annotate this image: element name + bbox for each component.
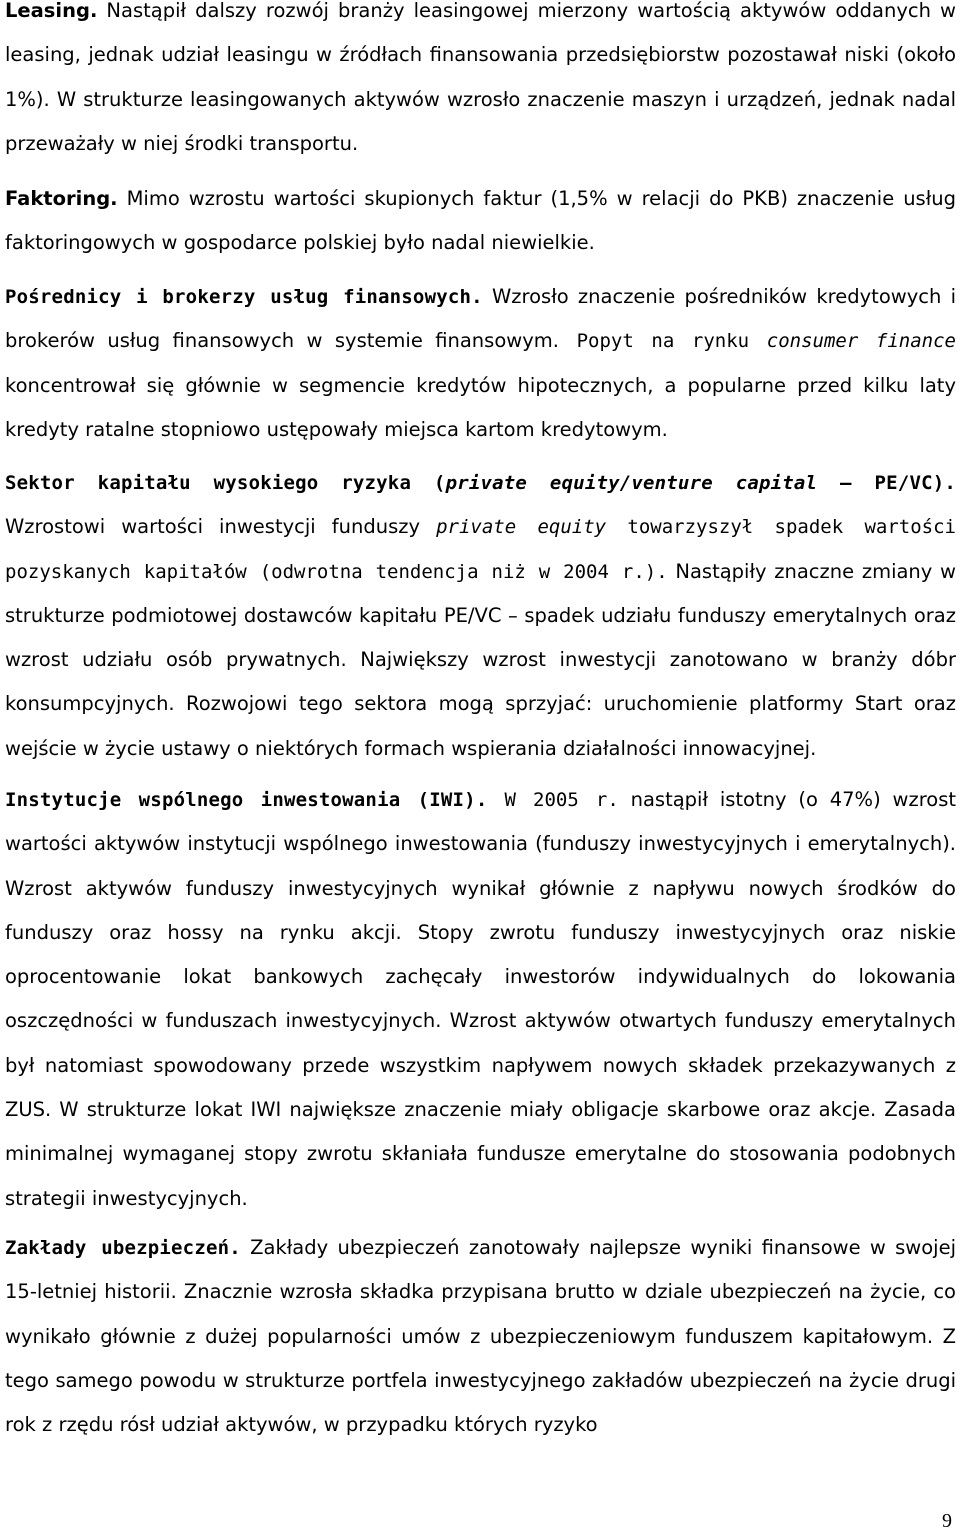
text-posrednicy-3: koncentrował się głównie w segmencie kredytów hipotecznych, a popularne przed kilku laty kredyty ratalne stopniowo ustępowały miejsca kartom kredytowym.: [5, 373, 956, 441]
text-posrednicy-2: Popyt na rynku: [558, 330, 767, 353]
paragraph-posrednicy: [5, 275, 956, 452]
text-sektor-3: Nastąpiły znaczne zmiany w strukturze podmiotowej dostawców kapitału PE/VC – spadek udziału funduszy emerytalnych oraz wzrost udziału osób prywatnych. Największy wzrost inwestycji zanotowano w branży dóbr konsumpcyjnych. Rozwojowi tego sektora mogą sprzyjać: uruchomienie platformy Start oraz wejście w życie ustawy o niektórych formach wspierania działalności innowacyjnej.: [5, 559, 956, 760]
text-posrednicy-1: Wzrosło znaczenie pośredników kredytowych i brokerów usług finansowych w systemie finansowym.: [5, 285, 956, 353]
text-leasing: Nastąpił dalszy rozwój branży leasingowej mierzony wartością aktywów oddanych w leasing, jednak udział leasingu w źródłach finansowania przedsiębiorstw pozostawał niski (około 1%). W strukturze leasingowanych aktywów wzrosło znaczenie maszyn i urządzeń, jednak nadal przeważały w niej środki transportu.: [5, 0, 956, 155]
heading-sektor-2: – PE/VC).: [817, 472, 957, 494]
text-sektor-2: towarzyszył spadek wartości pozyskanych kapitałów (odwrotna tendencja niż w 2004 r.).: [5, 516, 956, 583]
text-posrednicy-italic: consumer finance: [766, 330, 956, 353]
heading-leasing: Leasing.: [5, 0, 98, 22]
heading-iwi: Instytucje wspólnego inwestowania (IWI).: [5, 789, 488, 811]
heading-sektor-italic: private equity/venture capital: [445, 472, 818, 494]
heading-posrednicy: Pośrednicy i brokerzy usług finansowych.: [5, 286, 483, 308]
page-number: 9: [942, 1510, 952, 1532]
paragraph-faktoring: [5, 177, 956, 266]
text-sektor-1: Wzrostowi wartości inwestycji funduszy: [5, 515, 437, 539]
text-iwi-2: nastąpił istotny (o 47%) wzrost wartości aktywów instytucji wspólnego inwestowania (funduszy inwestycyjnych i emerytalnych). Wzrost aktywów funduszy inwestycyjnych wynikał głównie z napływu nowych środków do funduszy oraz hossy na rynku akcji. Stopy zwrotu funduszy inwestycyjnych oraz niskie oprocentowanie lokat bankowych zachęcały inwestorów indywidualnych do lokowania oszczędności w funduszach inwestycyjnych. Wzrost aktywów otwartych funduszy emerytalnych był natomiast spowodowany przede wszystkim napływem nowych składek przekazywanych z ZUS. W strukturze lokat IWI największe znaczenie miały obligacje skarbowe oraz akcje. Zasada minimalnej wymaganej stopy zwrotu skłaniała fundusze emerytalne do stosowania podobnych strategii inwestycyjnych.: [5, 788, 957, 1210]
text-iwi-1: W 2005 r.: [487, 789, 619, 811]
text-sektor-italic: private equity: [436, 516, 607, 539]
text-faktoring: Mimo wzrostu wartości skupionych faktur (1,5% w relacji do PKB) znaczenie usług faktoringowych w gospodarce polskiej było nadal niewielkie.: [5, 187, 956, 255]
heading-faktoring: Faktoring.: [5, 187, 118, 210]
paragraph-leasing: [5, 0, 956, 166]
text-zaklady: Zakłady ubezpieczeń zanotowały najlepsze wyniki finansowe w swojej 15-letniej historii. Znacznie wzrosła składka przypisana brutto w dziale ubezpieczeń na życie, co wynikało głównie z dużej popularności umów z ubezpieczeniowym funduszem kapitałowym. Z tego samego powodu w strukturze portfela inwestycyjnego zakładów ubezpieczeń na życie drugi rok z rzędu rósł udział aktywów, w przypadku których ryzyko: [5, 1236, 956, 1437]
paragraph-sektor: [5, 461, 956, 771]
paragraph-iwi: [5, 778, 956, 1221]
paragraph-zaklady: [5, 1226, 956, 1447]
heading-zaklady: Zakłady ubezpieczeń.: [5, 1237, 241, 1259]
heading-sektor-1: Sektor kapitału wysokiego ryzyka (: [5, 472, 446, 494]
